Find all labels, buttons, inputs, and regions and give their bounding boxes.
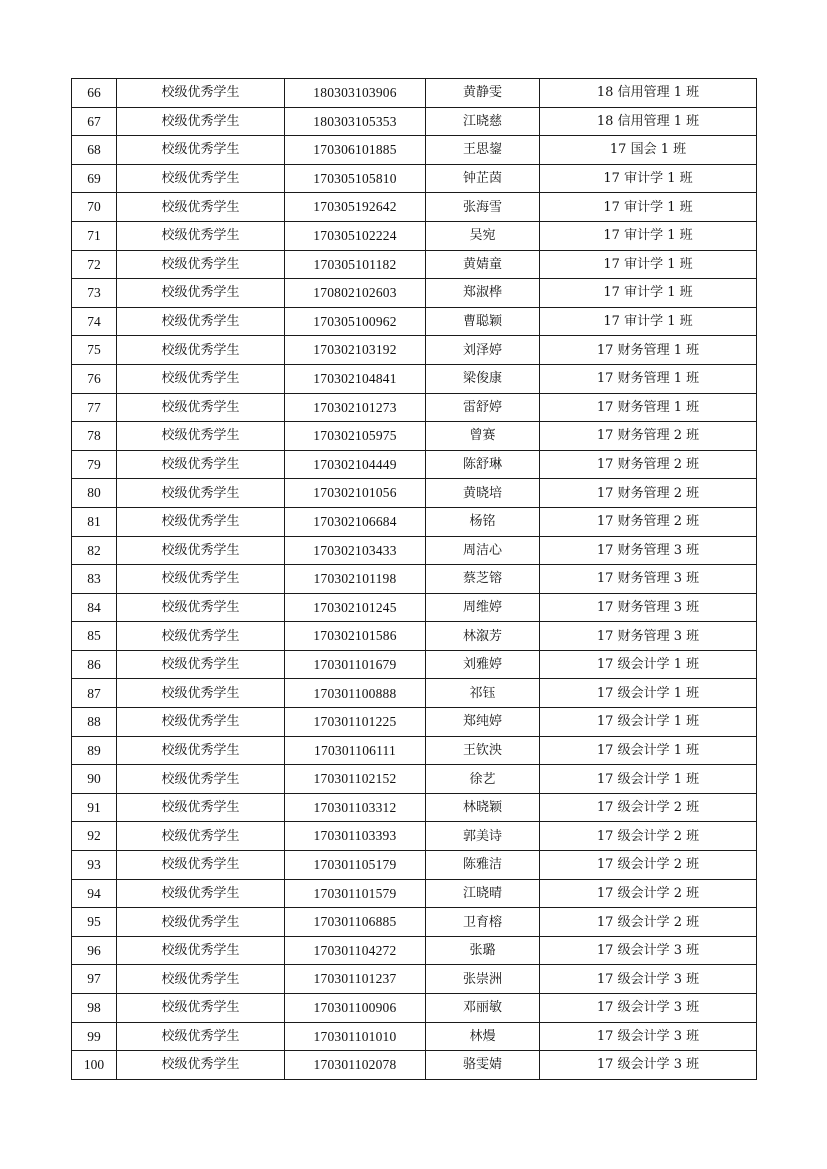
table-row: [72, 193, 757, 222]
class-name-cell: 17 级会计学 2 班: [540, 908, 757, 937]
student-id-cell: 170802102603: [285, 279, 426, 308]
table-row: [72, 536, 757, 565]
student-id-cell: 170301101237: [285, 965, 426, 994]
student-id-cell: 180303103906: [285, 79, 426, 108]
table-row: [72, 307, 757, 336]
student-id-cell: 170301106885: [285, 908, 426, 937]
student-name-cell: 徐艺: [426, 765, 540, 794]
award-type-cell: 校级优秀学生: [117, 307, 285, 336]
award-type-cell: 校级优秀学生: [117, 708, 285, 737]
student-id-cell: 170302105975: [285, 422, 426, 451]
student-id-cell: 170301103393: [285, 822, 426, 851]
row-number-cell: 68: [72, 136, 117, 165]
row-number-cell: 92: [72, 822, 117, 851]
award-type-cell: 校级优秀学生: [117, 507, 285, 536]
student-name-cell: 林熳: [426, 1022, 540, 1051]
student-name-cell: 刘泽婷: [426, 336, 540, 365]
student-id-cell: 170301101579: [285, 879, 426, 908]
class-name-cell: 17 财务管理 2 班: [540, 507, 757, 536]
table-row: [72, 279, 757, 308]
table-row: [72, 936, 757, 965]
row-number-cell: 96: [72, 936, 117, 965]
row-number-cell: 94: [72, 879, 117, 908]
row-number-cell: 72: [72, 250, 117, 279]
class-name-cell: 17 级会计学 3 班: [540, 994, 757, 1023]
table-row: [72, 107, 757, 136]
row-number-cell: 66: [72, 79, 117, 108]
table-row: [72, 1022, 757, 1051]
table-row: [72, 479, 757, 508]
row-number-cell: 99: [72, 1022, 117, 1051]
class-name-cell: 17 审计学 1 班: [540, 250, 757, 279]
row-number-cell: 77: [72, 393, 117, 422]
student-id-cell: 170302101586: [285, 622, 426, 651]
row-number-cell: 78: [72, 422, 117, 451]
student-id-cell: 170301102078: [285, 1051, 426, 1080]
student-id-cell: 170301102152: [285, 765, 426, 794]
award-type-cell: 校级优秀学生: [117, 1022, 285, 1051]
student-name-cell: 吴宛: [426, 221, 540, 250]
student-name-cell: 郑纯婷: [426, 708, 540, 737]
table-row: [72, 879, 757, 908]
table-row: [72, 593, 757, 622]
student-name-cell: 陈雅洁: [426, 851, 540, 880]
student-award-table: [71, 78, 757, 1080]
award-type-cell: 校级优秀学生: [117, 221, 285, 250]
table-row: [72, 336, 757, 365]
row-number-cell: 84: [72, 593, 117, 622]
row-number-cell: 91: [72, 793, 117, 822]
student-name-cell: 雷舒婷: [426, 393, 540, 422]
student-name-cell: 王思鋆: [426, 136, 540, 165]
class-name-cell: 17 级会计学 2 班: [540, 793, 757, 822]
award-type-cell: 校级优秀学生: [117, 336, 285, 365]
student-name-cell: 祁钰: [426, 679, 540, 708]
student-name-cell: 曾赛: [426, 422, 540, 451]
class-name-cell: 17 财务管理 1 班: [540, 393, 757, 422]
student-name-cell: 黄婧童: [426, 250, 540, 279]
table-row: [72, 736, 757, 765]
award-type-cell: 校级优秀学生: [117, 622, 285, 651]
award-type-cell: 校级优秀学生: [117, 479, 285, 508]
student-name-cell: 林晓颖: [426, 793, 540, 822]
class-name-cell: 17 级会计学 2 班: [540, 851, 757, 880]
award-type-cell: 校级优秀学生: [117, 250, 285, 279]
award-type-cell: 校级优秀学生: [117, 450, 285, 479]
class-name-cell: 17 级会计学 3 班: [540, 965, 757, 994]
table-row: [72, 1051, 757, 1080]
award-type-cell: 校级优秀学生: [117, 822, 285, 851]
class-name-cell: 17 级会计学 1 班: [540, 736, 757, 765]
award-type-cell: 校级优秀学生: [117, 593, 285, 622]
class-name-cell: 17 级会计学 2 班: [540, 879, 757, 908]
class-name-cell: 17 财务管理 3 班: [540, 536, 757, 565]
student-name-cell: 钟芷茵: [426, 164, 540, 193]
class-name-cell: 17 级会计学 1 班: [540, 650, 757, 679]
table-row: [72, 136, 757, 165]
award-type-cell: 校级优秀学生: [117, 908, 285, 937]
table-row: [72, 679, 757, 708]
student-name-cell: 蔡芝镕: [426, 565, 540, 594]
table-row: [72, 708, 757, 737]
table-row: [72, 851, 757, 880]
student-id-cell: 170302101273: [285, 393, 426, 422]
row-number-cell: 97: [72, 965, 117, 994]
row-number-cell: 89: [72, 736, 117, 765]
row-number-cell: 82: [72, 536, 117, 565]
table-row: [72, 393, 757, 422]
table-row: [72, 507, 757, 536]
student-id-cell: 170305102224: [285, 221, 426, 250]
student-name-cell: 骆雯婧: [426, 1051, 540, 1080]
table-body: [72, 79, 757, 1080]
table-row: [72, 994, 757, 1023]
row-number-cell: 90: [72, 765, 117, 794]
award-type-cell: 校级优秀学生: [117, 536, 285, 565]
award-type-cell: 校级优秀学生: [117, 107, 285, 136]
table-row: [72, 908, 757, 937]
award-type-cell: 校级优秀学生: [117, 364, 285, 393]
student-id-cell: 170302101198: [285, 565, 426, 594]
table-row: [72, 221, 757, 250]
row-number-cell: 83: [72, 565, 117, 594]
award-type-cell: 校级优秀学生: [117, 565, 285, 594]
student-id-cell: 170301100906: [285, 994, 426, 1023]
class-name-cell: 17 财务管理 2 班: [540, 422, 757, 451]
class-name-cell: 17 审计学 1 班: [540, 279, 757, 308]
student-id-cell: 170301101679: [285, 650, 426, 679]
row-number-cell: 76: [72, 364, 117, 393]
student-id-cell: 170306101885: [285, 136, 426, 165]
row-number-cell: 85: [72, 622, 117, 651]
row-number-cell: 81: [72, 507, 117, 536]
student-id-cell: 170302106684: [285, 507, 426, 536]
student-id-cell: 170301100888: [285, 679, 426, 708]
row-number-cell: 75: [72, 336, 117, 365]
row-number-cell: 98: [72, 994, 117, 1023]
student-id-cell: 170302103433: [285, 536, 426, 565]
row-number-cell: 79: [72, 450, 117, 479]
row-number-cell: 70: [72, 193, 117, 222]
table-row: [72, 422, 757, 451]
student-name-cell: 黄静雯: [426, 79, 540, 108]
class-name-cell: 17 财务管理 1 班: [540, 336, 757, 365]
class-name-cell: 17 级会计学 3 班: [540, 1051, 757, 1080]
student-name-cell: 周维婷: [426, 593, 540, 622]
student-name-cell: 郭美诗: [426, 822, 540, 851]
award-type-cell: 校级优秀学生: [117, 965, 285, 994]
row-number-cell: 95: [72, 908, 117, 937]
class-name-cell: 17 级会计学 1 班: [540, 708, 757, 737]
class-name-cell: 17 国会 1 班: [540, 136, 757, 165]
class-name-cell: 17 级会计学 2 班: [540, 822, 757, 851]
table-row: [72, 793, 757, 822]
row-number-cell: 93: [72, 851, 117, 880]
student-name-cell: 梁俊康: [426, 364, 540, 393]
award-type-cell: 校级优秀学生: [117, 879, 285, 908]
row-number-cell: 74: [72, 307, 117, 336]
award-type-cell: 校级优秀学生: [117, 736, 285, 765]
row-number-cell: 100: [72, 1051, 117, 1080]
student-name-cell: 张璐: [426, 936, 540, 965]
table-row: [72, 364, 757, 393]
award-type-cell: 校级优秀学生: [117, 79, 285, 108]
award-type-cell: 校级优秀学生: [117, 164, 285, 193]
table-row: [72, 765, 757, 794]
table-row: [72, 565, 757, 594]
student-id-cell: 170302101245: [285, 593, 426, 622]
table-row: [72, 622, 757, 651]
student-name-cell: 江晓晴: [426, 879, 540, 908]
table-row: [72, 450, 757, 479]
row-number-cell: 73: [72, 279, 117, 308]
student-name-cell: 曹聪颖: [426, 307, 540, 336]
row-number-cell: 88: [72, 708, 117, 737]
class-name-cell: 17 财务管理 2 班: [540, 479, 757, 508]
student-id-cell: 170301104272: [285, 936, 426, 965]
table-row: [72, 822, 757, 851]
class-name-cell: 17 级会计学 1 班: [540, 679, 757, 708]
student-name-cell: 陈舒琳: [426, 450, 540, 479]
award-type-cell: 校级优秀学生: [117, 650, 285, 679]
award-type-cell: 校级优秀学生: [117, 851, 285, 880]
award-type-cell: 校级优秀学生: [117, 679, 285, 708]
row-number-cell: 87: [72, 679, 117, 708]
class-name-cell: 17 财务管理 3 班: [540, 593, 757, 622]
table-row: [72, 250, 757, 279]
student-name-cell: 江晓慈: [426, 107, 540, 136]
student-id-cell: 170301101225: [285, 708, 426, 737]
row-number-cell: 86: [72, 650, 117, 679]
award-type-cell: 校级优秀学生: [117, 1051, 285, 1080]
award-type-cell: 校级优秀学生: [117, 279, 285, 308]
student-id-cell: 170302101056: [285, 479, 426, 508]
table-row: [72, 650, 757, 679]
award-type-cell: 校级优秀学生: [117, 136, 285, 165]
student-id-cell: 170301106111: [285, 736, 426, 765]
student-name-cell: 杨铭: [426, 507, 540, 536]
award-type-cell: 校级优秀学生: [117, 393, 285, 422]
student-id-cell: 180303105353: [285, 107, 426, 136]
award-type-cell: 校级优秀学生: [117, 422, 285, 451]
student-id-cell: 170305192642: [285, 193, 426, 222]
student-name-cell: 周洁心: [426, 536, 540, 565]
student-name-cell: 黄晓培: [426, 479, 540, 508]
class-name-cell: 18 信用管理 1 班: [540, 107, 757, 136]
table-row: [72, 965, 757, 994]
row-number-cell: 69: [72, 164, 117, 193]
class-name-cell: 17 级会计学 3 班: [540, 1022, 757, 1051]
student-name-cell: 邓丽敏: [426, 994, 540, 1023]
class-name-cell: 17 级会计学 3 班: [540, 936, 757, 965]
class-name-cell: 17 审计学 1 班: [540, 221, 757, 250]
award-type-cell: 校级优秀学生: [117, 793, 285, 822]
student-name-cell: 张海雪: [426, 193, 540, 222]
class-name-cell: 17 审计学 1 班: [540, 307, 757, 336]
award-type-cell: 校级优秀学生: [117, 994, 285, 1023]
row-number-cell: 80: [72, 479, 117, 508]
student-id-cell: 170305101182: [285, 250, 426, 279]
row-number-cell: 71: [72, 221, 117, 250]
student-name-cell: 林溆芳: [426, 622, 540, 651]
award-type-cell: 校级优秀学生: [117, 193, 285, 222]
class-name-cell: 18 信用管理 1 班: [540, 79, 757, 108]
student-name-cell: 郑淑桦: [426, 279, 540, 308]
table-row: [72, 164, 757, 193]
student-name-cell: 卫育榕: [426, 908, 540, 937]
class-name-cell: 17 财务管理 3 班: [540, 565, 757, 594]
class-name-cell: 17 财务管理 1 班: [540, 364, 757, 393]
award-type-cell: 校级优秀学生: [117, 765, 285, 794]
class-name-cell: 17 审计学 1 班: [540, 164, 757, 193]
class-name-cell: 17 财务管理 3 班: [540, 622, 757, 651]
student-id-cell: 170301105179: [285, 851, 426, 880]
class-name-cell: 17 级会计学 1 班: [540, 765, 757, 794]
student-id-cell: 170302104449: [285, 450, 426, 479]
student-name-cell: 刘雅婷: [426, 650, 540, 679]
award-type-cell: 校级优秀学生: [117, 936, 285, 965]
student-id-cell: 170302104841: [285, 364, 426, 393]
row-number-cell: 67: [72, 107, 117, 136]
student-id-cell: 170305105810: [285, 164, 426, 193]
student-id-cell: 170305100962: [285, 307, 426, 336]
class-name-cell: 17 财务管理 2 班: [540, 450, 757, 479]
student-id-cell: 170301103312: [285, 793, 426, 822]
student-id-cell: 170301101010: [285, 1022, 426, 1051]
table-row: [72, 79, 757, 108]
student-id-cell: 170302103192: [285, 336, 426, 365]
student-name-cell: 王钦泱: [426, 736, 540, 765]
class-name-cell: 17 审计学 1 班: [540, 193, 757, 222]
student-name-cell: 张崇洲: [426, 965, 540, 994]
